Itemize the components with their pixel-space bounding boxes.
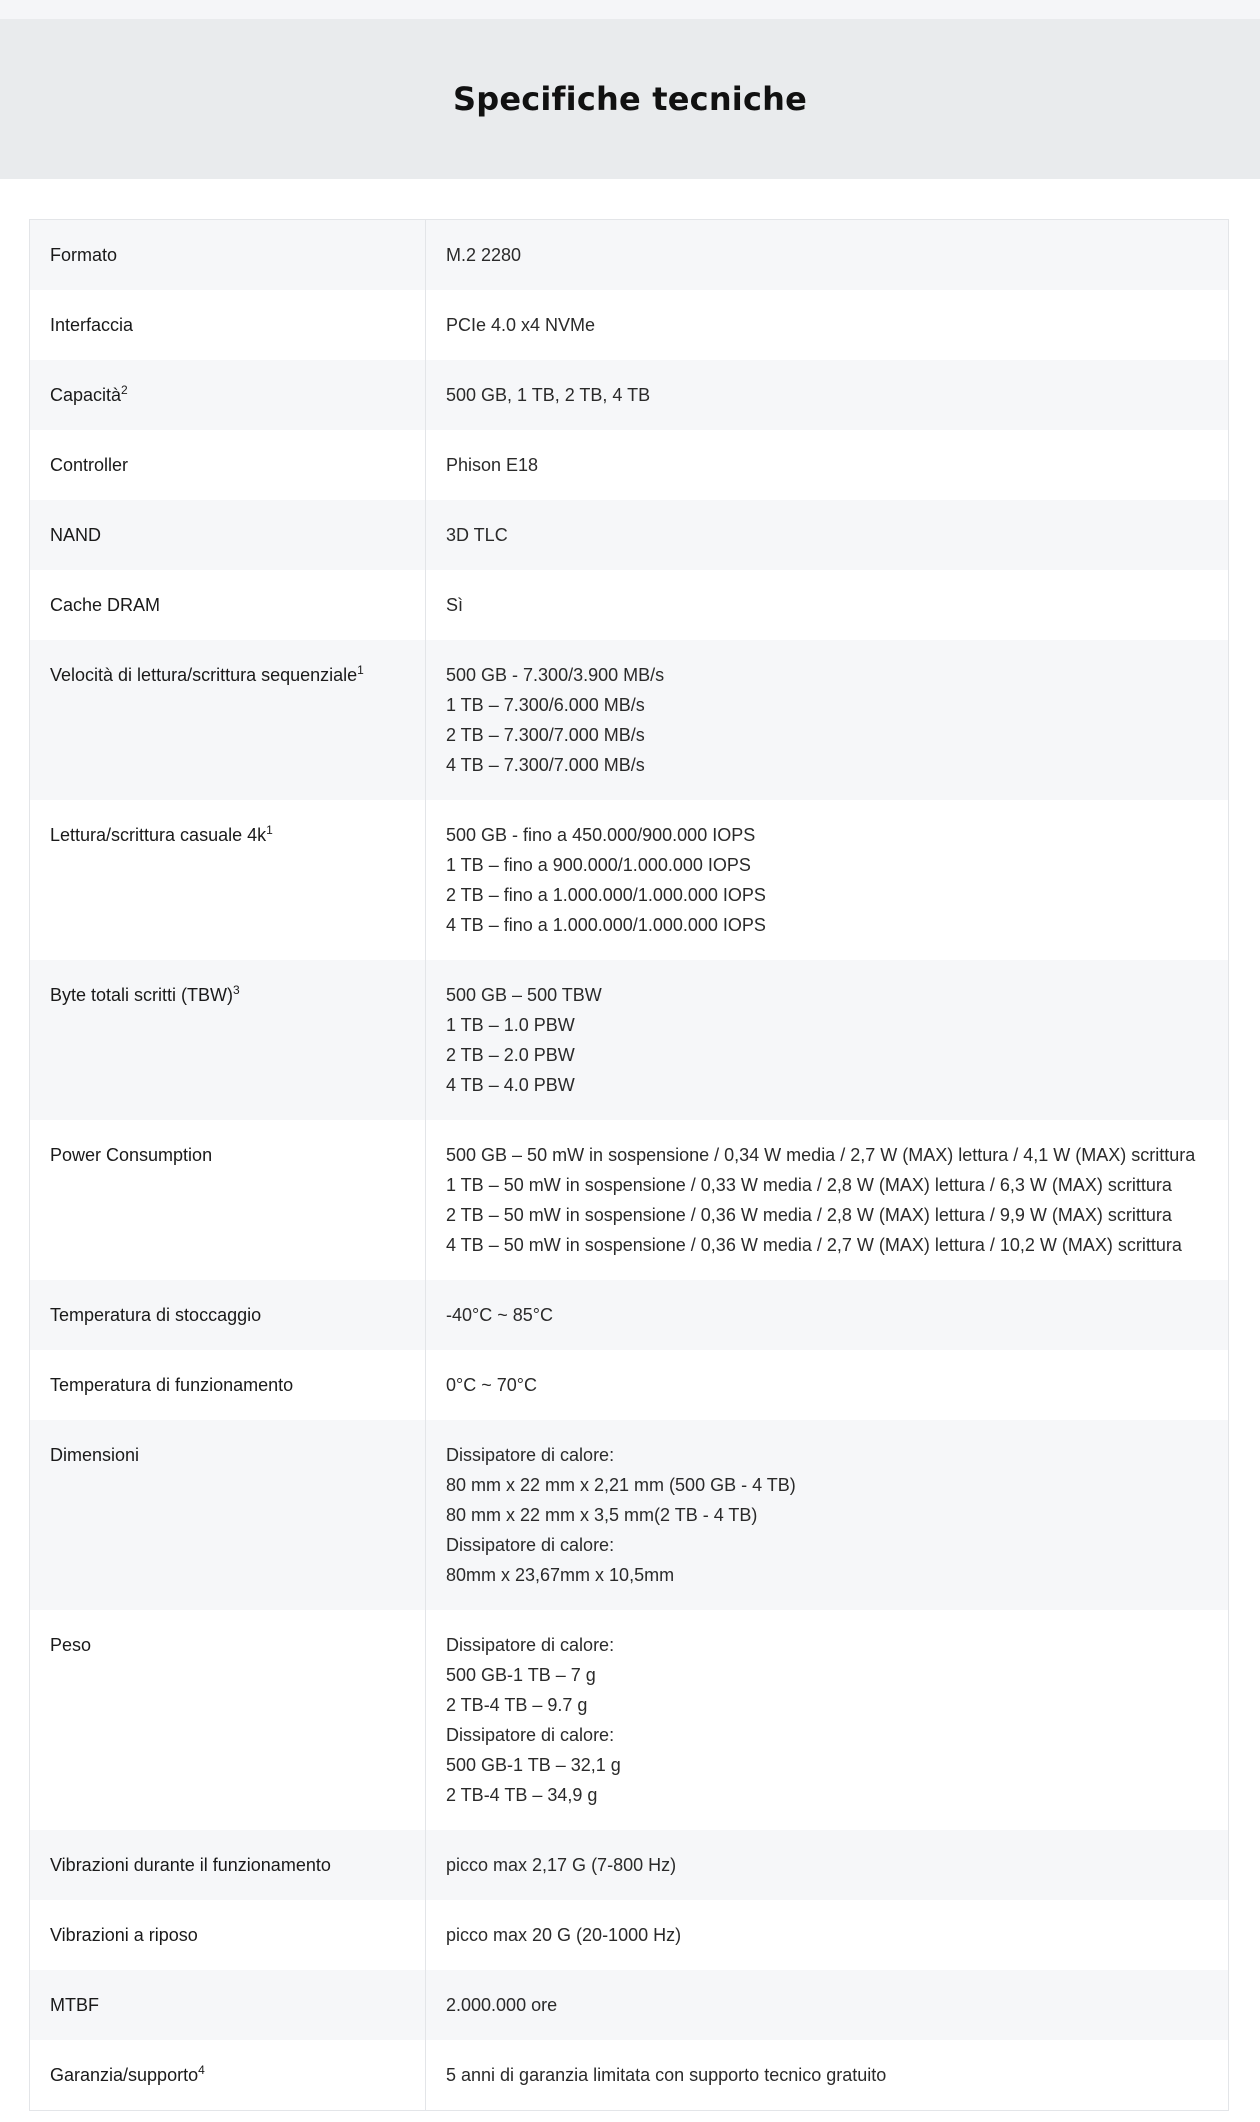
spec-row: [30, 960, 1228, 1120]
spec-row: [30, 220, 1228, 290]
spec-value-line: 2 TB – fino a 1.000.000/1.000.000 IOPS: [446, 885, 766, 905]
spec-label-text: Vibrazioni a riposo: [50, 1925, 198, 1945]
page-title: Specifiche tecniche: [452, 80, 808, 118]
spec-values: [426, 960, 1228, 1120]
spec-values: [426, 1900, 1228, 1970]
spec-label-text: Temperatura di funzionamento: [50, 1375, 294, 1395]
spec-value-line: 500 GB – 500 TBW: [446, 985, 602, 1005]
spec-row: [30, 1610, 1228, 1830]
spec-value-line: 500 GB - 7.300/3.900 MB/s: [446, 665, 665, 685]
spec-row: [30, 1970, 1228, 2040]
spec-row: [30, 1830, 1228, 1900]
spec-values: [426, 290, 1228, 360]
spec-value-line: 2.000.000 ore: [446, 1995, 558, 2015]
spec-values: [426, 1830, 1228, 1900]
spec-values: [426, 1350, 1228, 1420]
spec-label: [30, 640, 426, 800]
spec-label: [30, 2040, 426, 2110]
spec-label-text: Lettura/scrittura casuale 4k: [50, 825, 267, 845]
spec-values: [426, 800, 1228, 960]
spec-value-line: Dissipatore di calore:: [446, 1445, 615, 1465]
spec-value-line: 1 TB – 7.300/6.000 MB/s: [446, 695, 645, 715]
spec-values: [426, 570, 1228, 640]
spec-label-text: Formato: [50, 245, 118, 265]
spec-value-line: 4 TB – 4.0 PBW: [446, 1075, 575, 1095]
spec-label: [30, 430, 426, 500]
spec-value-line: 80mm x 23,67mm x 10,5mm: [446, 1565, 675, 1585]
spec-label: [30, 570, 426, 640]
spec-value-line: 1 TB – fino a 900.000/1.000.000 IOPS: [446, 855, 751, 875]
spec-values: [426, 1970, 1228, 2040]
spec-value-line: 1 TB – 50 mW in sospensione / 0,33 W media / 2,8 W (MAX) lettura / 6,3 W (MAX) scrittura: [446, 1175, 1172, 1195]
footnote-marker: 1: [357, 663, 364, 677]
page-header: [0, 19, 1260, 179]
spec-label: [30, 290, 426, 360]
spec-row: [30, 500, 1228, 570]
spec-row: [30, 640, 1228, 800]
spec-label: [30, 1350, 426, 1420]
spec-value-line: 500 GB, 1 TB, 2 TB, 4 TB: [446, 385, 651, 405]
spec-label-text: Interfaccia: [50, 315, 134, 335]
spec-row: [30, 290, 1228, 360]
spec-row: [30, 430, 1228, 500]
spec-values: [426, 360, 1228, 430]
spec-value-line: 0°C ~ 70°C: [446, 1375, 537, 1395]
footnote-marker: 1: [266, 823, 273, 837]
spec-value-line: Dissipatore di calore:: [446, 1635, 615, 1655]
spec-value-line: 80 mm x 22 mm x 2,21 mm (500 GB - 4 TB): [446, 1475, 796, 1495]
spec-values: [426, 1280, 1228, 1350]
spec-value-line: Dissipatore di calore:: [446, 1725, 615, 1745]
spec-value-line: 4 TB – fino a 1.000.000/1.000.000 IOPS: [446, 915, 766, 935]
spec-label-text: Peso: [50, 1635, 92, 1655]
spec-label-text: Velocità di lettura/scrittura sequenziale: [50, 665, 358, 685]
spec-row: [30, 570, 1228, 640]
spec-label: [30, 1970, 426, 2040]
spec-value-line: 500 GB - fino a 450.000/900.000 IOPS: [446, 825, 756, 845]
spec-values: [426, 640, 1228, 800]
spec-value-line: 2 TB – 2.0 PBW: [446, 1045, 575, 1065]
spec-value-line: 4 TB – 7.300/7.000 MB/s: [446, 755, 645, 775]
spec-values: [426, 1420, 1228, 1610]
footnote-marker: 4: [198, 2063, 205, 2077]
spec-label-text: Controller: [50, 455, 129, 475]
spec-label: [30, 1900, 426, 1970]
spec-values: [426, 500, 1228, 570]
spec-value-line: 4 TB – 50 mW in sospensione / 0,36 W media / 2,7 W (MAX) lettura / 10,2 W (MAX) scrittura: [446, 1235, 1182, 1255]
spec-row: [30, 1900, 1228, 1970]
spec-value-line: 2 TB-4 TB – 9.7 g: [446, 1695, 588, 1715]
spec-value-line: 3D TLC: [446, 525, 508, 545]
spec-value-line: 500 GB – 50 mW in sospensione / 0,34 W media / 2,7 W (MAX) lettura / 4,1 W (MAX) scrittura: [446, 1145, 1196, 1165]
spec-row: [30, 2040, 1228, 2110]
spec-label: [30, 1610, 426, 1830]
spec-label-text: NAND: [50, 525, 102, 545]
spec-label: [30, 1120, 426, 1280]
specs-table: [29, 219, 1229, 2111]
spec-label-text: Dimensioni: [50, 1445, 140, 1465]
spec-label-text: Vibrazioni durante il funzionamento: [50, 1855, 331, 1875]
spec-values: [426, 1120, 1228, 1280]
spec-label: [30, 360, 426, 430]
spec-label: [30, 1420, 426, 1610]
spec-label: [30, 500, 426, 570]
spec-label-text: Byte totali scritti (TBW): [50, 985, 234, 1005]
spec-label-text: Cache DRAM: [50, 595, 161, 615]
spec-label: [30, 960, 426, 1120]
spec-label-text: Capacità: [50, 385, 122, 405]
spec-value-line: PCIe 4.0 x4 NVMe: [446, 315, 596, 335]
top-strip: [0, 0, 1260, 19]
spec-value-line: 2 TB – 50 mW in sospensione / 0,36 W media / 2,8 W (MAX) lettura / 9,9 W (MAX) scrittura: [446, 1205, 1172, 1225]
footnote-marker: 3: [233, 983, 240, 997]
spec-label: [30, 1830, 426, 1900]
spec-value-line: picco max 20 G (20-1000 Hz): [446, 1925, 682, 1945]
spec-row: [30, 1120, 1228, 1280]
spec-values: [426, 2040, 1228, 2110]
spec-value-line: picco max 2,17 G (7-800 Hz): [446, 1855, 677, 1875]
spec-row: [30, 1350, 1228, 1420]
spec-row: [30, 800, 1228, 960]
spec-label: [30, 800, 426, 960]
spec-value-line: Dissipatore di calore:: [446, 1535, 615, 1555]
spec-value-line: 80 mm x 22 mm x 3,5 mm(2 TB - 4 TB): [446, 1505, 758, 1525]
spec-values: [426, 220, 1228, 290]
spec-values: [426, 1610, 1228, 1830]
spec-value-line: 2 TB-4 TB – 34,9 g: [446, 1785, 598, 1805]
spec-label: [30, 1280, 426, 1350]
spec-values: [426, 430, 1228, 500]
spec-row: [30, 1280, 1228, 1350]
spec-value-line: -40°C ~ 85°C: [446, 1305, 553, 1325]
spec-row: [30, 360, 1228, 430]
spec-value-line: 500 GB-1 TB – 7 g: [446, 1665, 596, 1685]
spec-label-text: MTBF: [50, 1995, 99, 2015]
spec-value-line: 1 TB – 1.0 PBW: [446, 1015, 575, 1035]
spec-value-line: 500 GB-1 TB – 32,1 g: [446, 1755, 621, 1775]
spec-label-text: Garanzia/supporto: [50, 2065, 199, 2085]
spec-value-line: Sì: [446, 595, 464, 615]
spec-row: [30, 1420, 1228, 1610]
spec-value-line: Phison E18: [446, 455, 539, 475]
spec-label-text: Power Consumption: [50, 1145, 213, 1165]
spec-label-text: Temperatura di stoccaggio: [50, 1305, 262, 1325]
spec-value-line: 2 TB – 7.300/7.000 MB/s: [446, 725, 645, 745]
spec-label: [30, 220, 426, 290]
spec-value-line: M.2 2280: [446, 245, 522, 265]
spec-value-line: 5 anni di garanzia limitata con supporto tecnico gratuito: [446, 2065, 887, 2085]
footnote-marker: 2: [121, 383, 128, 397]
